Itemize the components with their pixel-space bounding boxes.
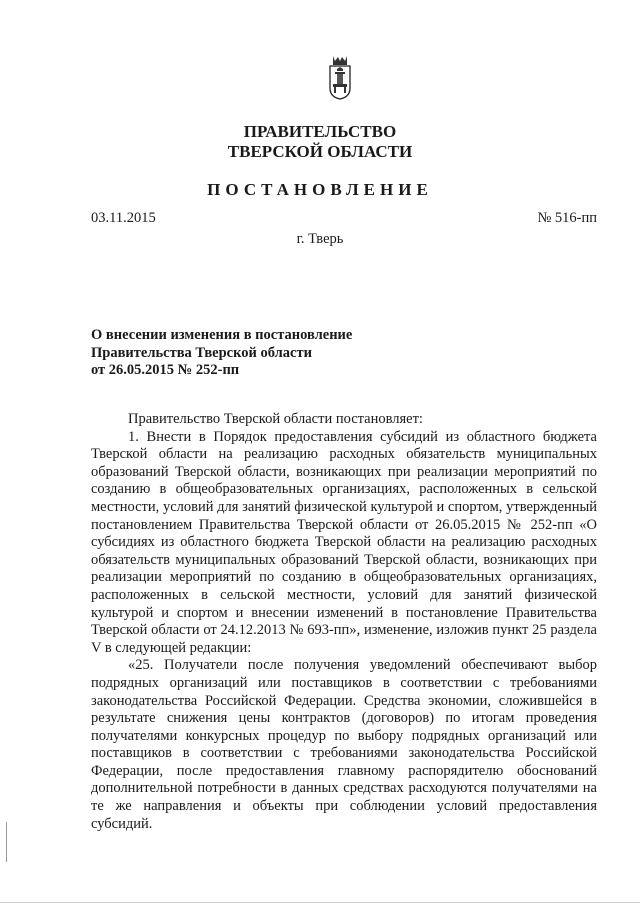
body-paragraph-preamble: Правительство Тверской области постановляет:	[128, 411, 423, 427]
body-paragraph-item-25: «25. Получатели после получения уведомлений обеспечивают выбор подрядных организаций или поставщиков в соответствии с требованиями законодательства Российской Федерации. Средства экономии, сложившейся в результате снижения цены контрактов (договоров) по итогам проведения получателями конкурсных процедур по выбору подрядных организаций или поставщиков в соответствии с требованиями законодательства Российской Федерации, после предоставления главному распорядителю обоснований дополнительной потребности в данных средствах расходуются получателями на те же направления и объекты при соблюдении условий предоставления субсидий.	[91, 657, 597, 832]
document-date: 03.11.2015	[91, 210, 156, 226]
org-name-line-2: ТВЕРСКОЙ ОБЛАСТИ	[227, 142, 413, 161]
document-number: № 516-пп	[537, 210, 597, 226]
subject-line-2: Правительства Тверской области	[91, 344, 312, 361]
page-bottom-edge	[0, 902, 640, 903]
coat-of-arms-icon	[329, 54, 351, 100]
document-body	[91, 411, 597, 833]
document-city: г. Тверь	[296, 231, 344, 247]
scan-margin-mark	[6, 822, 7, 862]
subject-line-1: О внесении изменения в постановление	[91, 327, 353, 343]
subject-line-3: от 26.05.2015 № 252-пп	[91, 362, 240, 378]
document-subject	[91, 327, 411, 380]
body-paragraph-item-1: 1. Внести в Порядок предоставления субсидий из областного бюджета Тверской области на реализацию расходных обязательств муниципальных образований Тверской области, возникающих при реализации мероприятий по созданию в общеобразовательных организациях, расположенных в сельской местности, условий для занятий физической культурой и спортом, утвержденный постановлением Правительства Тверской области от 26.05.2015 № 252-пп «О субсидиях из областного бюджета Тверской области на реализацию расходных обязательств муниципальных образований Тверской области, возникающих при реализации мероприятий по созданию в общеобразовательных организациях, расположенных в сельской местности, условий для занятий физической культурой и спортом и внесении изменений в постановление Правительства Тверской области от 24.12.2013 № 693-пп», изменение, изложив пункт 25 раздела V в следующей редакции:	[91, 428, 597, 656]
document-type: ПОСТАНОВЛЕНИЕ	[207, 180, 433, 199]
org-name-line-1: ПРАВИТЕЛЬСТВО	[243, 122, 397, 141]
